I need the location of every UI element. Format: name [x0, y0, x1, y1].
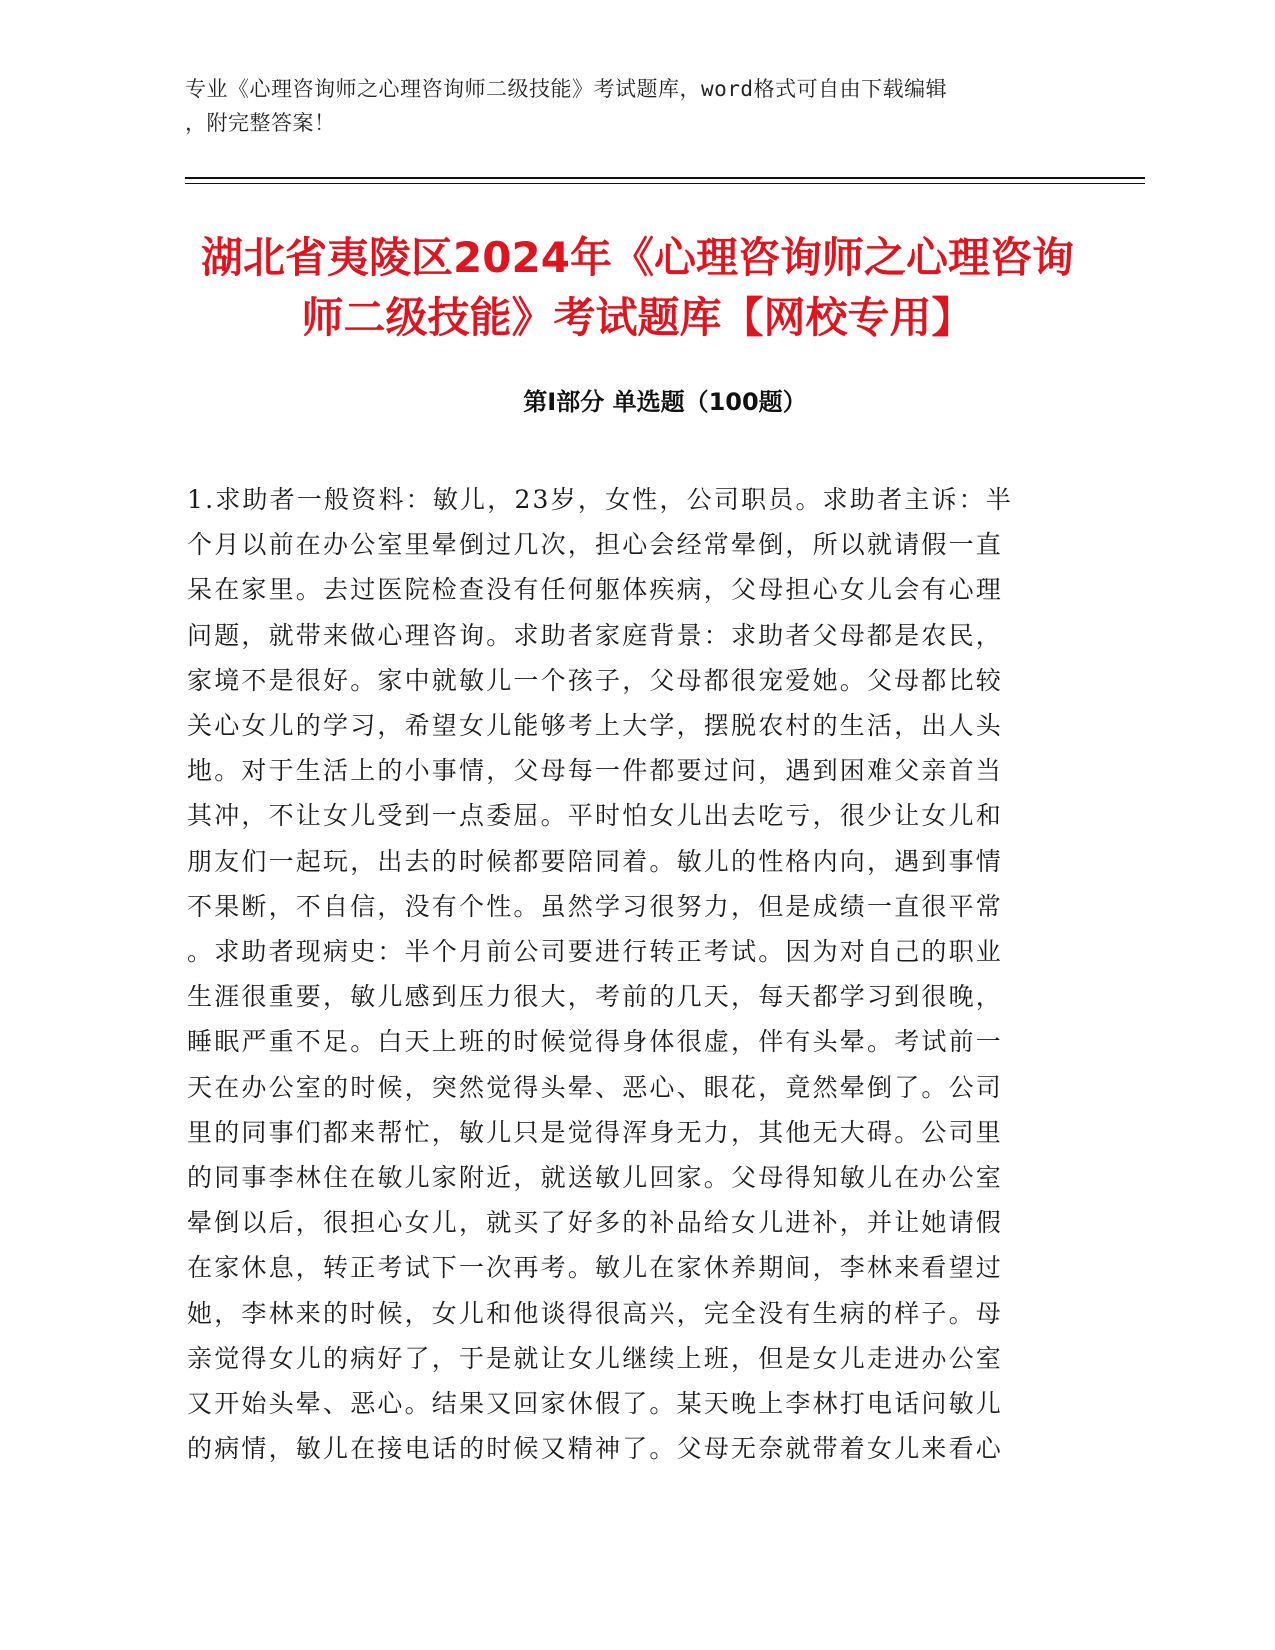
- question-line: 在家休息，转正考试下一次再考。敏儿在家休养期间，李林来看望过: [187, 1253, 1004, 1283]
- question-line: 家境不是很好。家中就敏儿一个孩子，父母都很宠爱她。父母都比较: [187, 665, 1004, 695]
- question-line: 生涯很重要，敏儿感到压力很大，考前的几天，每天都学习到很晚，: [187, 982, 1004, 1012]
- question-line: 其冲，不让女儿受到一点委屈。平时怕女儿出去吃亏，很少让女儿和: [187, 801, 1004, 831]
- question-line: 晕倒以后，很担心女儿，就买了好多的补品给女儿进补，并让她请假: [187, 1208, 1004, 1238]
- header-note-line-2: ，附完整答案！: [185, 111, 336, 135]
- question-line: 又开始头晕、恶心。结果又回家休假了。某天晚上李林打电话问敏儿: [187, 1389, 1004, 1419]
- header-note: [185, 72, 1045, 140]
- question-line: 问题，就带来做心理咨询。求助者家庭背景：求助者父母都是农民，: [187, 620, 1004, 650]
- question-line: 关心女儿的学习，希望女儿能够考上大学，摆脱农村的生活，出人头: [187, 711, 1004, 741]
- question-line: 个月以前在办公室里晕倒过几次，担心会经常晕倒，所以就请假一直: [187, 530, 1004, 560]
- question-line: 地。对于生活上的小事情，父母每一件都要过问，遇到困难父亲首当: [187, 756, 1004, 786]
- question-line: 1.求助者一般资料：敏儿，23岁，女性，公司职员。求助者主诉：半: [187, 485, 1014, 514]
- document-title-line-1: 湖北省夷陵区2024年《心理咨询师之心理咨询: [201, 233, 1074, 282]
- question-line: 亲觉得女儿的病好了，于是就让女儿继续上班，但是女儿走进办公室: [187, 1343, 1004, 1373]
- question-line: 的同事李林住在敏儿家附近，就送敏儿回家。父母得知敏儿在办公室: [187, 1163, 1004, 1193]
- question-line: 里的同事们都来帮忙，敏儿只是觉得浑身无力，其他无大碍。公司里: [187, 1117, 1004, 1147]
- question-line: 睡眠严重不足。白天上班的时候觉得身体很虚，伴有头晕。考试前一: [187, 1027, 1004, 1057]
- document-title-line-2: 师二级技能》考试题库【网校专用】: [301, 293, 974, 342]
- document-title: [150, 228, 1125, 348]
- question-line: 天在办公室的时候，突然觉得头晕、恶心、眼花，竟然晕倒了。公司: [187, 1072, 1004, 1102]
- question-line: 呆在家里。去过医院检查没有任何躯体疾病，父母担心女儿会有心理: [187, 575, 1004, 605]
- question-line: 的病情，敏儿在接电话的时候又精神了。父母无奈就带着女儿来看心: [187, 1434, 1004, 1464]
- header-divider-thick: [185, 177, 1145, 179]
- question-line: 她，李林来的时候，女儿和他谈得很高兴，完全没有生病的样子。母: [187, 1298, 1004, 1328]
- question-line: 朋友们一起玩，出去的时候都要陪同着。敏儿的性格内向，遇到事情: [187, 846, 1004, 876]
- question-text: [187, 477, 1067, 1471]
- header-divider-thin: [185, 183, 1145, 184]
- header-note-line-1: 专业《心理咨询师之心理咨询师二级技能》考试题库，word格式可自由下载编辑: [185, 77, 948, 101]
- question-line: 。求助者现病史：半个月前公司要进行转正考试。因为对自己的职业: [187, 937, 1004, 967]
- section-heading: 第Ⅰ部分 单选题（100题）: [523, 388, 807, 416]
- question-line: 不果断，不自信，没有个性。虽然学习很努力，但是成绩一直很平常: [187, 891, 1004, 921]
